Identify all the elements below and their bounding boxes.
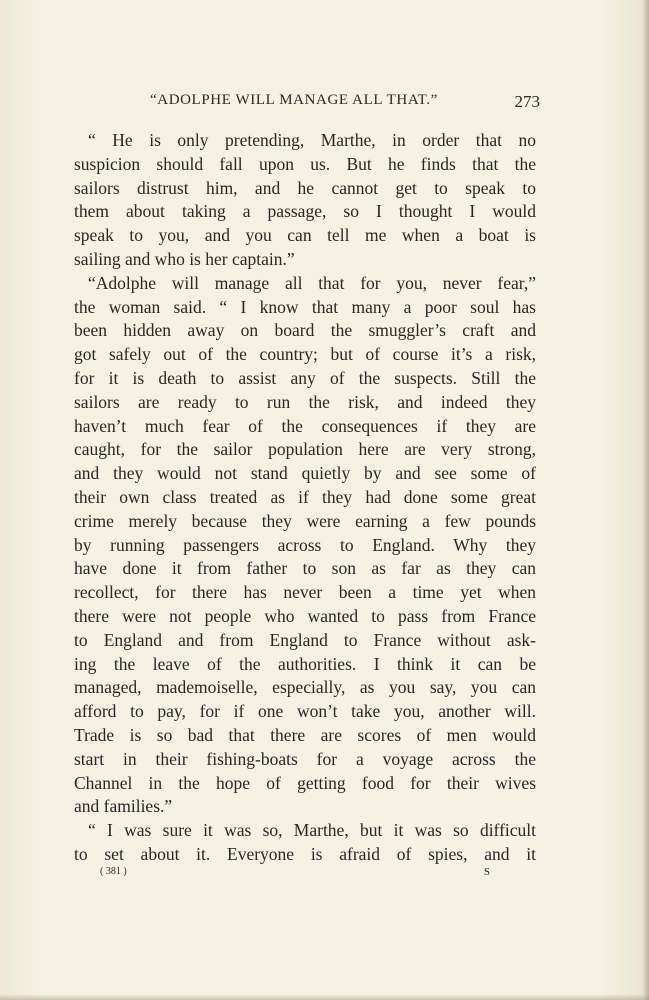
text-line: ing the leave of the authorities. I think it can be [74, 653, 536, 674]
text-line: suspicion should fall upon us. But he finds that the [74, 153, 536, 174]
text-line: got safely out of the country; but of course it’s a risk, [74, 344, 536, 365]
text-line: and they would not stand quietly by and see some of [74, 463, 536, 484]
text-line: Channel in the hope of getting food for their wives [74, 772, 536, 793]
signature-mark: ( 381 ) [100, 866, 127, 877]
signature-letter: S [483, 866, 490, 878]
text-line: speak to you, and you can tell me when a boat is [74, 225, 536, 246]
text-line: sailors are ready to run the risk, and indeed they [74, 391, 536, 412]
text-line: the woman said. “ I know that many a poor soul has [74, 296, 536, 317]
text-line: caught, for the sailor population here are very strong, [74, 439, 536, 460]
running-header [150, 92, 540, 114]
text-line: them about taking a passage, so I thought I would [74, 201, 536, 222]
page-bottom-shadow [0, 994, 649, 1000]
text-line: recollect, for there has never been a time yet when [74, 582, 536, 603]
text-line: to set about it. Everyone is afraid of spies, and it [74, 843, 536, 864]
text-line: been hidden away on board the smuggler’s craft and [74, 320, 536, 341]
text-line: to England and from England to France without ask- [74, 629, 536, 650]
text-line: have done it from father to son as far as they can [74, 558, 536, 579]
running-title: “ADOLPHE WILL MANAGE ALL THAT.” [150, 92, 438, 108]
text-line: for it is death to assist any of the suspects. Still the [74, 367, 536, 388]
text-line: Trade is so bad that there are scores of men would [74, 724, 536, 745]
text-line: afford to pay, for if one won’t take you, another will. [74, 701, 536, 722]
text-line: crime merely because they were earning a few pounds [74, 510, 536, 531]
text-line: sailing and who is her captain.” [74, 248, 295, 269]
text-line: haven’t much fear of the consequences if they are [74, 415, 536, 436]
text-line: “ I was sure it was so, Marthe, but it was so difficult [88, 820, 536, 841]
text-line: there were not people who wanted to pass from France [74, 605, 536, 626]
body-text [74, 129, 536, 867]
page-footer [100, 866, 490, 882]
text-line: “Adolphe will manage all that for you, never fear,” [88, 272, 536, 293]
text-line: managed, mademoiselle, especially, as you say, you can [74, 677, 536, 698]
text-line: start in their fishing-boats for a voyage across the [74, 748, 536, 769]
text-line: and families.” [74, 796, 173, 817]
text-line: by running passengers across to England. Why they [74, 534, 536, 555]
text-line: their own class treated as if they had done some great [74, 486, 536, 507]
text-line: “ He is only pretending, Marthe, in order that no [88, 130, 536, 150]
text-line: sailors distrust him, and he cannot get to speak to [74, 177, 536, 198]
page-number: 273 [514, 92, 540, 111]
page-edge-shadow [643, 0, 649, 1000]
